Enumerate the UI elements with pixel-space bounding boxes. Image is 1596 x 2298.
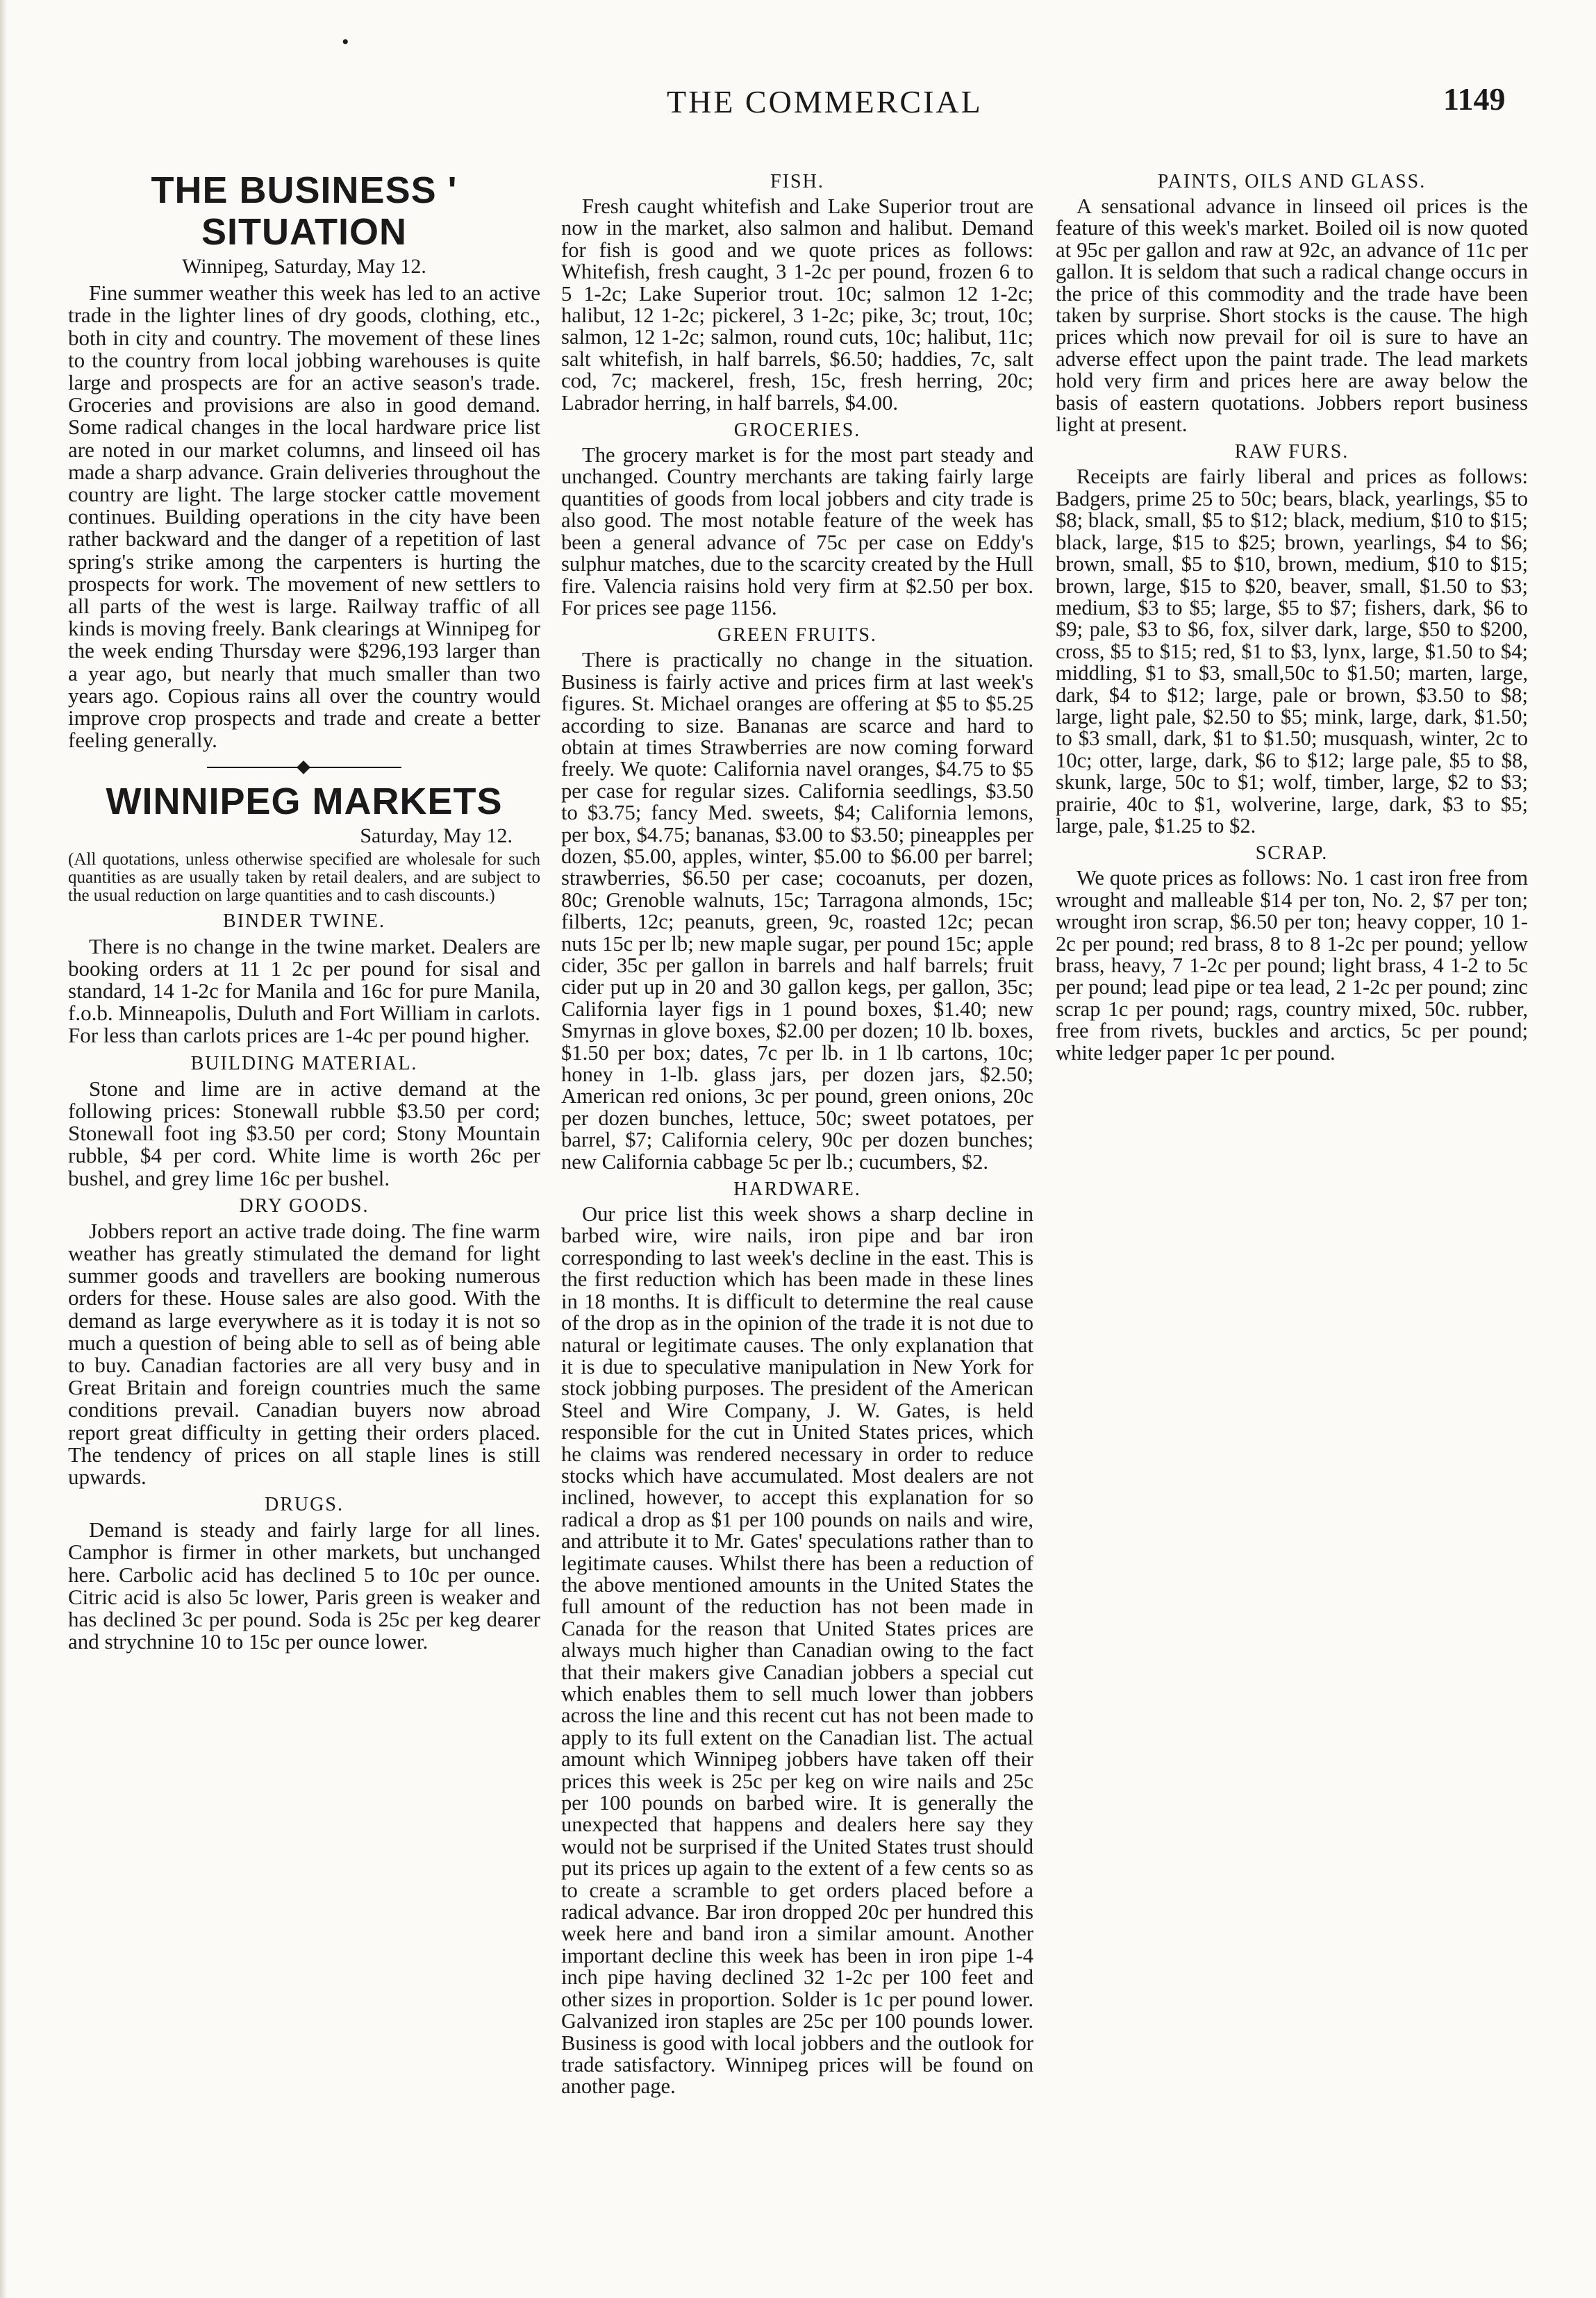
business-dateline: Winnipeg, Saturday, May 12. <box>182 255 426 278</box>
section-body-fish: Fresh caught whitefish and Lake Superior trout are now in the market, also salmon and halibut. Demand for fish is good and we quote prices as follows: Whitefish, fresh caught, 3 1-2c per pound, frozen 6 to 5 1-2c; Lake Superior trout. 10c; salmon 12 1-2c; halibut, 12 1-2c; pickerel, 3 1-2c; pike, 3c; trout, 10c; salmon, 12 1-2c; salmon, round cuts, 10c; halibut, 11c; salt whitefish, in half barrels, $6.50; haddies, 7c, salt cod, 7c; mackerel, fresh, 15c, fresh herring, 20c; Labrador herring, in half barrels, $4.00. <box>561 194 1033 415</box>
section-body-paints-oils-glass: A sensational advance in linseed oil prices is the feature of this week's market. Boiled oil is now quoted at 95c per gallon and raw at 92c, an advance of 11c per gallon. It is seldom that such a radical change occurs in the price of this commodity and the trade have been taken by surprise. Short stocks is the cause. The high prices which now prevail for oil is sure to have an adverse effect upon the paint trade. The lead markets hold very firm and prices here are away below the basis of eastern quotations. Jobbers report business light at present. <box>1056 194 1528 437</box>
page-speck: • <box>342 31 349 53</box>
column-2 <box>561 165 1033 2099</box>
section-body-drugs: Demand is steady and fairly large for all lines. Camphor is firmer in other markets, but unchanged here. Carbolic acid has declined 5 to 10c per ounce. Citric acid is also 5c lower, Paris green is weaker and has declined 3c per pound. Soda is 25c per keg dearer and strychnine 10 to 15c per ounce lower. <box>68 1517 540 1654</box>
winnipeg-markets-heading: WINNIPEG MARKETS <box>106 781 503 823</box>
quotations-note: (All quotations, unless otherwise specified are wholesale for such quantities as are usually taken by retail dealers, and are subject to the usual reduction on large quantities and to cash discounts.) <box>68 849 540 905</box>
section-body-binder-twine: There is no change in the twine market. Dealers are booking orders at 11 1 2c per pound for sisal and standard, 14 1-2c for Manila and 16c for pure Manila, f.o.b. Minneapolis, Duluth and Fort William in carlots. For less than carlots prices are 1-4c per pound higher. <box>68 933 540 1048</box>
section-heading-drugs: DRUGS. <box>265 1494 344 1516</box>
section-heading-groceries: GROCERIES. <box>733 419 861 442</box>
divider-ornament <box>297 761 310 775</box>
section-body-building-material: Stone and lime are in active demand at the following prices: Stonewall rubble $3.50 per cord; Stonewall foot ing $3.50 per cord; Stony Mountain rubble, $4 per cord. White lime is worth 26c per bushel, and grey lime 16c per bushel. <box>68 1076 540 1190</box>
markets-dateline: Saturday, May 12. <box>360 824 513 848</box>
section-heading-dry-goods: DRY GOODS. <box>239 1194 369 1217</box>
section-heading-paints-oils-glass: PAINTS, OILS AND GLASS. <box>1157 171 1427 192</box>
section-divider <box>207 764 401 771</box>
business-situation-heading: THE BUSINESS ' SITUATION <box>151 169 458 253</box>
column-3 <box>1056 165 1528 1065</box>
section-body-hardware: Our price list this week shows a sharp decline in barbed wire, wire nails, iron pipe and bar iron corresponding to last week's decline in the east. This is the first reduction which has been made in these lines in 18 months. It is difficult to determine the real cause of the drop as in the opinion of the trade it is not due to natural or legitimate causes. The only explanation that it is due to speculative manipulation in New York for stock jobbing purposes. The president of the American Steel and Wire Company, J. W. Gates, is held responsible for the cut in United States prices, which he claims was rendered necessary in order to reduce stocks which have accumulated. Most dealers are not inclined, however, to accept this explanation for so radical a drop as $1 per 100 pounds on nails and wire, and attribute it to Mr. Gates' speculations rather than to legitimate causes. Whilst there has been a reduction of the above mentioned amounts in the United States the full amount of the reduction has not been made in Canada for the reason that United States prices are always much higher than Canadian owing to the fact that their makers give Canadian jobbers a special cut which enables them to sell much lower than jobbers across the line and this recent cut has not been made to apply to its full extent on the Canadian list. The actual amount which Winnipeg jobbers have taken off their prices this week is 25c per keg on wire nails and 25c per 100 pounds on barbed wire. It is generally the unexpected that happens and dealers here say they would not be surprised if the United States trust should put its prices up again to the extent of a few cents so as to create a scramble to get orders placed before a radical advance. Bar iron dropped 20c per hundred this week here and band iron a similar amount. Another important decline this week has been in iron pipe 1-4 inch pipe having declined 32 1-2c per 100 feet and other sizes in proportion. Solder is 1c per pound lower. Galvanized iron staples are 25c per 100 pounds lower. Business is good with local jobbers and the outlook for trade satisfactory. Winnipeg prices will be found on another page. <box>561 1202 1033 2099</box>
section-heading-green-fruits: GREEN FRUITS. <box>717 624 877 647</box>
page-number: 1149 <box>1443 81 1506 117</box>
page-edge-shadow <box>0 0 7 2298</box>
section-heading-scrap: SCRAP. <box>1255 842 1329 865</box>
business-body: Fine summer weather this week has led to an active trade in the lighter lines of dry goods, clothing, etc., both in city and country. The movement of these lines to the country from local jobbing warehouses is quite large and prospects are for an active season's trade. Groceries and provisions are also in good demand. Some radical changes in the local hardware price list are noted in our market columns, and linseed oil has made a sharp advance. Grain deliveries throughout the country are light. The large stocker cattle movement continues. Building operations in the city have been rather backward and the danger of a repetition of last spring's strike among the carpenters is hurting the prospects for work. The movement of new settlers to all parts of the west is large. Railway traffic of all kinds is moving freely. Bank clearings at Winnipeg for the week ending Thursday were $296,193 larger than a year ago, but nearly that much smaller than two years ago. Copious rains all over the country would improve crop prospects and trade and create a better feeling generally. <box>68 281 540 753</box>
section-body-dry-goods: Jobbers report an active trade doing. The fine warm weather has greatly stimulated the demand for light summer goods and travellers are booking numerous orders for these. House sales are also good. With the demand as large everywhere as it is today it is not so much a question of being able to sell as of being able to buy. Canadian factories are all very busy and in Great Britain and foreign countries much the same conditions prevail. Canadian buyers now abroad report great difficulty in getting their orders placed. The tendency of prices on all staple lines is still upwards. <box>68 1218 540 1489</box>
section-body-green-fruits: There is practically no change in the situation. Business is fairly active and prices firm at last week's figures. St. Michael oranges are offering at $5 to $5.25 according to size. Bananas are scarce and hard to obtain at times Strawberries are now coming forward freely. We quote: California navel oranges, $4.75 to $5 per case for regular sizes. California seedlings, $3.50 to $3.75; fancy Med. sweets, $4; California lemons, per box, $4.75; bananas, $3.00 to $3.50; pineapples per dozen, $5.00, apples, winter, $5.00 to $6.00 per barrel; strawberries, $6.50 per case; cocoanuts, per dozen, 80c; Grenoble walnuts, 15c; Tarragona almonds, 15c; filberts, 12c; peanuts, green, 9c, roasted 12c; pecan nuts 15c per lb; new maple sugar, per pound 15c; apple cider, 35c per gallon in barrels and half barrels; fruit cider put up in 20 and 30 gallon kegs, per gallon, 35c; California layer figs in 1 pound boxes, $1.40; new Smyrnas in glove boxes, $2.00 per dozen; 10 lb. boxes, $1.50 per box; dates, 7c per lb. in 1 lb cartons, 10c; honey in 1-lb. glass jars, per dozen jars, $2.50; American red onions, 3c per pound, green onions, 20c per dozen bunches, lettuce, 50c; sweet potatoes, per barrel, $7; California celery, 90c per dozen bunches; new California cabbage 5c per lb.; cucumbers, $2. <box>561 648 1033 1174</box>
running-head: THE COMMERCIAL <box>667 84 983 119</box>
section-body-raw-furs: Receipts are fairly liberal and prices as follows: Badgers, prime 25 to 50c; bears, black, yearlings, $5 to $8; black, small, $5 to $12; black, medium, $10 to $15; black, large, $15 to $25; brown, yearlings, $4 to $6; brown, small, $5 to $10, brown, medium, $10 to $15; brown, large, $15 to $20, beaver, small, $1.50 to $3; medium, $3 to $5; large, $5 to $7; fishers, dark, $6 to $9; pale, $3 to $6, fox, silver dark, large, $50 to $200, cross, $5 to $15; red, $1 to $3, lynx, large, $1.50 to $4; middling, $1 to $3, small,50c to $1.50; marten, large, dark, $4 to $12; large, pale or brown, $3.50 to $8; large, light pale, $2.50 to $5; mink, large, dark, $1.50; to $3 small, dark, $1 to $1.50; musquash, winter, 2c to 10c; otter, large, dark, $6 to $12; large pale, $5 to $8, skunk, large, 50c to $1; wolf, timber, large, $2 to $3; prairie, 40c to $1, wolverine, large, dark, $3 to $5; large, pale, $1.25 to $2. <box>1056 465 1528 838</box>
section-heading-building-material: BUILDING MATERIAL. <box>190 1052 418 1074</box>
section-body-groceries: The grocery market is for the most part steady and unchanged. Country merchants are taking fairly large quantities of goods from local jobbers and city trade is also good. The most notable feature of the week has been a general advance of 75c per case on Eddy's sulphur matches, due to the scarcity created by the Hull fire. Valencia raisins hold very firm at $2.50 per box. For prices see page 1156. <box>561 443 1033 619</box>
section-body-scrap: We quote prices as follows: No. 1 cast iron free from wrought and malleable $14 per ton, No. 2, $7 per ton; wrought iron scrap, $6.50 per ton; heavy copper, 10 1-2c per pound; red brass, 8 to 8 1-2c per pound; yellow brass, heavy, 7 1-2c per pound; light brass, 4 1-2 to 5c per pound; lead pipe or tea lead, 2 1-2c per pound; zinc scrap 1c per pound; rags, country mixed, 50c. rubber, free from rivets, buckles and arctics, 5c per pound; white ledger paper 1c per pound. <box>1056 866 1528 1065</box>
column-1 <box>68 165 540 1654</box>
section-heading-hardware: HARDWARE. <box>733 1179 861 1201</box>
section-heading-fish: FISH. <box>770 171 824 192</box>
section-heading-raw-furs: RAW FURS. <box>1234 441 1349 463</box>
section-heading-binder-twine: BINDER TWINE. <box>223 910 385 932</box>
